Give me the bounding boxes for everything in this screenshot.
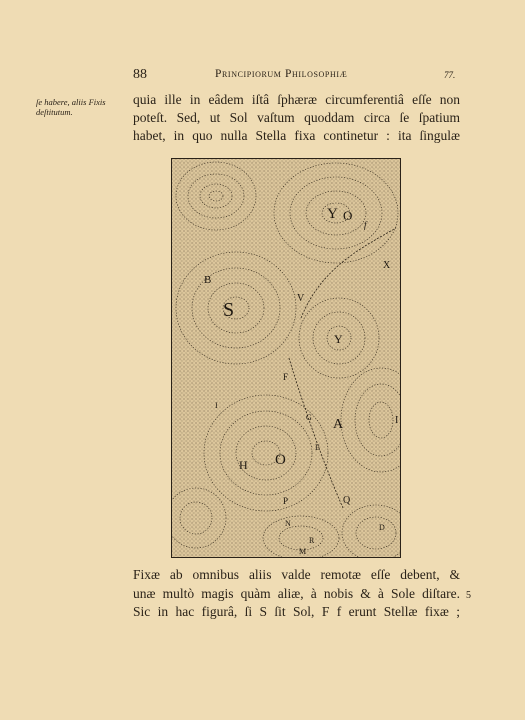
label-H: H: [239, 458, 248, 472]
label-N: N: [285, 519, 291, 528]
label-G: G: [306, 413, 312, 422]
label-S: S: [223, 299, 235, 321]
label-Q: Q: [343, 495, 351, 506]
page-number: 88: [133, 67, 147, 82]
text-line: Fixæ ab omnibus aliis valde remotæ eſſe debent, &: [133, 567, 460, 582]
label-V: V: [297, 293, 305, 304]
label-Y: Y: [327, 206, 338, 222]
text-line: Sic in hac figurâ, ſi S ſit Sol, F f erunt Stellæ fixæ ;: [133, 604, 460, 619]
label-M: M: [299, 547, 307, 556]
label-I: I: [215, 401, 218, 410]
vortex-figure: [171, 158, 401, 558]
line-number: 5: [466, 590, 471, 601]
label-D: D: [379, 523, 385, 532]
label-X: X: [383, 260, 391, 271]
vortex-diagram: [171, 158, 401, 558]
marginal-note: ſe habere, aliis Fixis deſtitutum.: [36, 97, 106, 117]
label-F: F: [283, 372, 289, 382]
text-line: habet, in quo nulla Stella fixa continetur : ita ſingulæ: [133, 128, 460, 143]
text-line: quia ille in eâdem iſtâ ſphæræ circumferentiâ eſſe non: [133, 92, 460, 107]
label-Y-2: Y: [334, 332, 343, 346]
label-L: I: [395, 415, 399, 426]
label-E: E: [315, 443, 320, 452]
label-B: B: [204, 274, 212, 286]
text-line: unæ multò magis quàm aliæ, à nobis & à Sole diſtare.: [133, 586, 460, 601]
label-O-2: O: [275, 452, 286, 468]
text-line: poteſt. Sed, ut Sol vaſtum quoddam circa ſe ſpatium: [133, 110, 460, 125]
label-O: O: [343, 208, 353, 223]
label-f: f: [364, 220, 367, 230]
label-P: P: [283, 496, 289, 506]
folio-number: 77.: [444, 70, 456, 80]
running-head: Principiorum Philosophiæ: [215, 68, 348, 80]
label-R: R: [309, 536, 315, 545]
label-A: A: [333, 417, 344, 432]
